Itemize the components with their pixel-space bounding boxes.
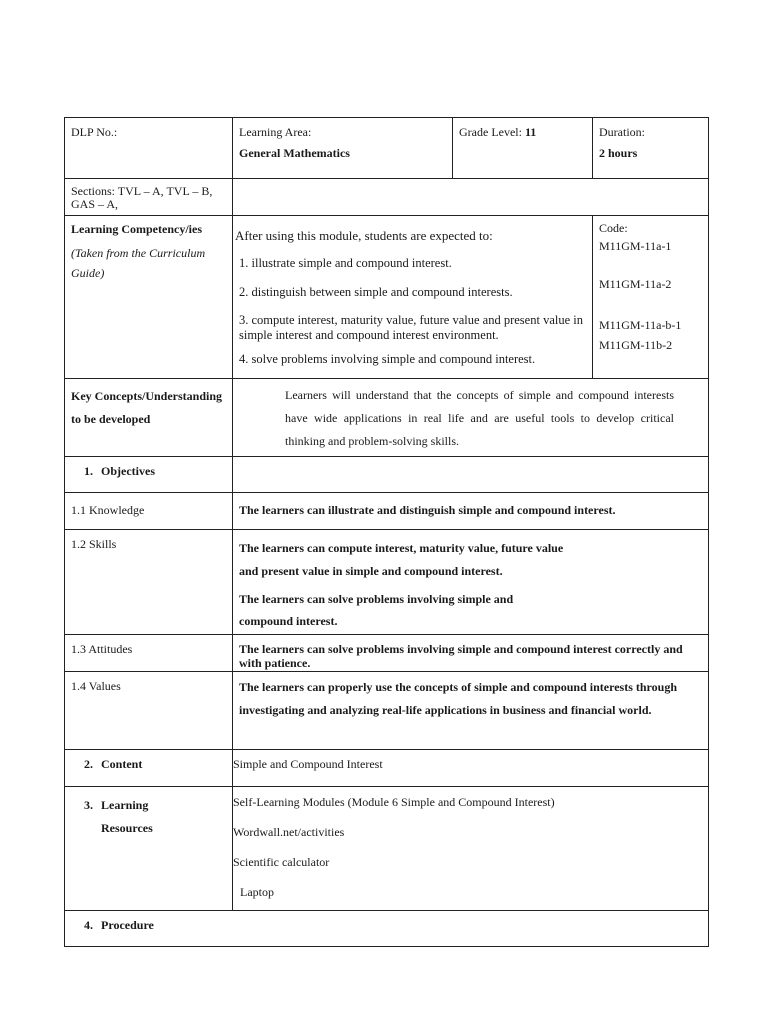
skills-row (65, 530, 709, 635)
values-label-cell (65, 672, 233, 750)
values-label: 1.4 Values (71, 679, 121, 693)
competency-item: 2. distinguish between simple and compound interests. (239, 284, 513, 299)
attitudes-label-cell (65, 635, 233, 672)
objectives-value-cell (233, 457, 709, 493)
sections-label: Sections: TVL – A, TVL – B, GAS – A, (71, 184, 213, 212)
resource-item: Scientific calculator (233, 855, 330, 869)
sections-row (65, 179, 709, 216)
content-row (65, 750, 709, 787)
knowledge-text: The learners can illustrate and distinguish simple and compound interest. (239, 503, 616, 517)
sections-value-cell (233, 179, 709, 216)
dlp-table (64, 117, 709, 947)
code-item: M11GM-11b-2 (599, 338, 673, 352)
code-label: Code: (599, 221, 628, 235)
values-text: The learners can properly use the concepts of simple and compound interests through investigating and analyzing real-life applications in business and financial world. (239, 680, 678, 717)
knowledge-cell (233, 493, 709, 530)
knowledge-row (65, 493, 709, 530)
resource-item: Self-Learning Modules (Module 6 Simple and Compound Interest) (233, 795, 555, 809)
resources-number: 3. (84, 798, 93, 812)
attitudes-label: 1.3 Attitudes (71, 642, 133, 656)
objectives-number: 1. (84, 464, 93, 478)
skills-label: 1.2 Skills (71, 537, 117, 551)
grade-label: Grade Level: (459, 125, 522, 139)
grade-level (453, 118, 592, 140)
skills-text-2: The learners can solve problems involving simple and compound interest. (239, 591, 514, 629)
skills-label-cell (65, 530, 233, 635)
content-cell (233, 750, 709, 787)
resource-item: Laptop (237, 885, 274, 899)
content-label: Content (101, 757, 143, 771)
resources-label-1: Learning (101, 798, 149, 812)
procedure-heading (65, 911, 708, 933)
competency-label-cell (65, 216, 233, 379)
procedure-cell (65, 911, 709, 947)
competency-row (65, 216, 709, 379)
objectives-label-cell (65, 457, 233, 493)
resources-label-cell (65, 787, 233, 911)
competency-item: 4. solve problems involving simple and compound interest. (239, 352, 536, 366)
attitudes-cell (233, 635, 709, 672)
key-concepts-label-cell (65, 379, 233, 457)
skills-text-1: The learners can compute interest, maturity value, future value and present value in simple and compound interest. (239, 541, 564, 578)
key-concepts-label: Key Concepts/Understanding to be developed (71, 389, 223, 426)
resources-heading (65, 787, 232, 840)
learning-area-cell (233, 118, 453, 179)
knowledge-label-cell (65, 493, 233, 530)
resources-cell (233, 787, 709, 911)
content-label-cell (65, 750, 233, 787)
objectives-label: Objectives (101, 464, 155, 478)
content-heading (65, 750, 232, 772)
learning-area-label: Learning Area: (239, 125, 312, 139)
grade-value: 11 (524, 125, 537, 139)
code-cell (593, 216, 709, 379)
competency-content-cell (233, 216, 593, 379)
competency-list (233, 256, 592, 367)
key-concepts-row (65, 379, 709, 457)
procedure-number: 4. (84, 918, 93, 932)
key-concepts-text-cell (233, 379, 709, 457)
attitudes-row (65, 635, 709, 672)
competency-item: 1. illustrate simple and compound interest. (239, 256, 452, 271)
code-item: M11GM-11a-1 (599, 239, 672, 253)
dlp-label: DLP No.: (71, 125, 118, 139)
code-item: M11GM-11a-b-1 (599, 318, 682, 332)
header-row (65, 118, 709, 179)
objectives-heading (65, 457, 232, 479)
objectives-row (65, 457, 709, 493)
knowledge-label: 1.1 Knowledge (71, 503, 145, 517)
resources-row (65, 787, 709, 911)
grade-cell (453, 118, 593, 179)
values-cell (233, 672, 709, 750)
competency-label: Learning Competency/ies (71, 222, 202, 236)
sections-cell (65, 179, 233, 216)
key-concepts-text: Learners will understand that the concepts of simple and compound interests have wide applications in real life and are useful tools to develop critical thinking and problem-solving skills. (285, 388, 674, 448)
values-row (65, 672, 709, 750)
duration-cell (593, 118, 709, 179)
learning-area-value: General Mathematics (239, 146, 350, 160)
resources-label-2: Resources (101, 820, 153, 835)
content-value: Simple and Compound Interest (233, 757, 383, 771)
procedure-row (65, 911, 709, 947)
competency-item: 3. compute interest, maturity value, future value and present value in simple interest and compound interest environment. (239, 312, 583, 342)
dlp-cell (65, 118, 233, 179)
content-number: 2. (84, 757, 93, 771)
procedure-label: Procedure (101, 918, 154, 932)
duration-value: 2 hours (599, 146, 638, 160)
attitudes-text: The learners can solve problems involving simple and compound interest correctly and with patience. (239, 642, 683, 671)
competency-intro: After using this module, students are expected to: (235, 228, 493, 243)
duration-label: Duration: (599, 125, 645, 139)
resource-item: Wordwall.net/activities (233, 825, 345, 839)
competency-note: (Taken from the Curriculum Guide) (71, 246, 206, 281)
skills-cell (233, 530, 709, 635)
code-item: M11GM-11a-2 (599, 277, 672, 291)
